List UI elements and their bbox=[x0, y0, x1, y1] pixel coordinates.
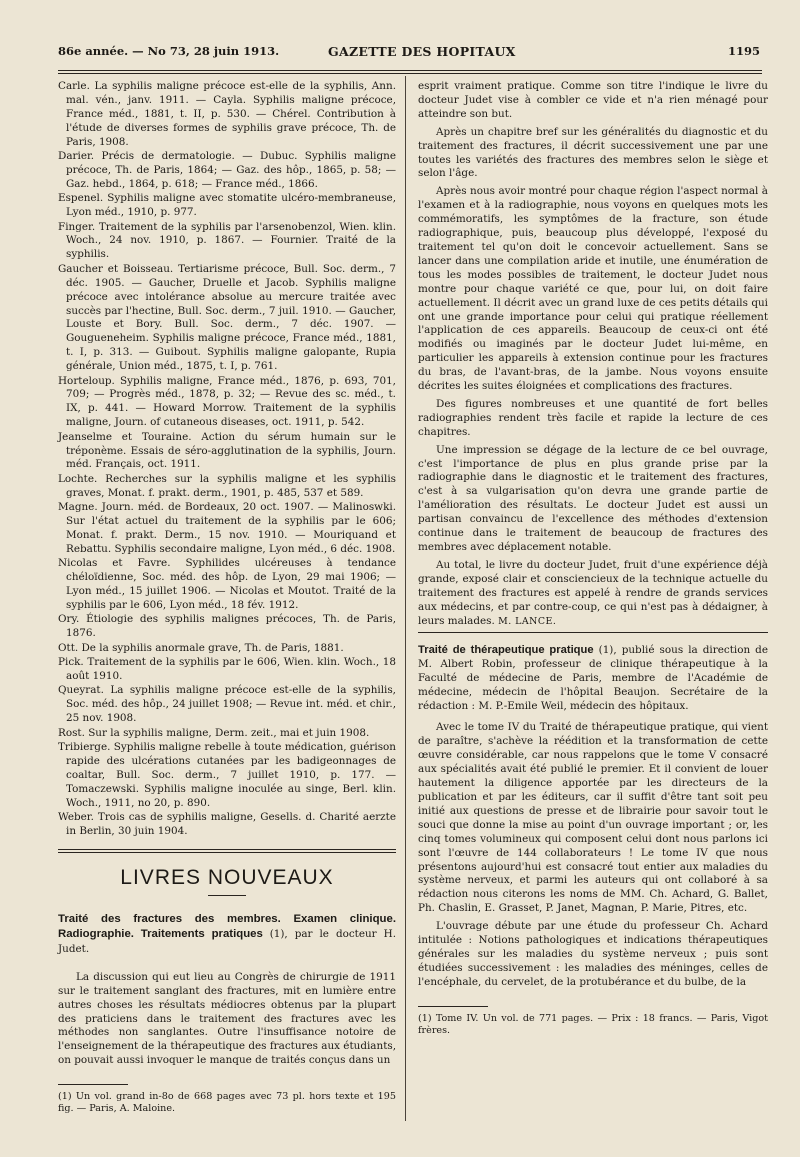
book-review-title bbox=[58, 912, 396, 957]
reference-entry: Weber. Trois cas de syphilis maligne, Gesells. d. Charité aerzte in Berlin, 30 juin 1904. bbox=[58, 811, 396, 838]
review-paragraph: Après nous avoir montré pour chaque région l'aspect normal à l'examen et à la radiographie, nous voyons en quelques mots les commémoratifs, les symptômes de la fracture, son étude radiographique, puis, beaucoup plus développé, l'exposé du traitement tel qu'on doit le concevoir actuellement. Sans se lancer dans une compilation aride et inutile, une énumération de tous les modes possibles de traitement, le docteur Judet nous montre pour chaque variété ce que, pour lui, on doit faire actuellement. Il décrit avec un grand luxe de ces petits détails qui ont une grande importance pour celui qui pratique réellement l'application de ces appareils. Beaucoup de ceux-ci ont été modifiés ou imaginés par le docteur Judet lui-même, en particulier les appareils à extension continue pour les fractures du bras, de l'avant-bras, de la jambe. Nous voyons ensuite décrites les suites éloignées et complications des fractures. bbox=[418, 185, 768, 393]
review-paragraph bbox=[418, 559, 768, 629]
header-rule bbox=[58, 70, 762, 74]
footnote-rule bbox=[418, 1006, 488, 1007]
review-paragraph: Avec le tome IV du Traité de thérapeutique pratique, qui vient de paraître, s'achève la réédition et la transformation de cette œuvre considérable, car nous rappelons que le tome V consacré aux spécialités avait été publié le premier. Et il convient de louer hautement la diligence apportée par les directeurs de la publication et par les éditeurs, car il suffit d'être tant soit peu initié aux questions de presse et de librairie pour savoir tout le souci que donne la mise au point d'un ouvrage important ; or, les cinq tomes volumineux qui composent celui dont nous parlons ici sont l'œuvre de 144 collaborateurs ! Le tome IV que nous présentons aujourd'hui est consacré tout entier aux maladies du système nerveux, et parmi les auteurs qui ont collaboré à sa rédaction nous citerons les noms de MM. Ch. Achard, G. Ballet, Ph. Chaslin, E. Grasset, P. Janet, Magnan, P. Marie, Pitres, etc. bbox=[418, 721, 768, 915]
reference-entry: Nicolas et Favre. Syphilides ulcéreuses à tendance chéloïdienne, Soc. méd. des hôp. de Lyon, 29 mai 1906; — Lyon méd., 15 juillet 1906. — Nicolas et Moutot. Traité de la syphilis par le 606, Lyon méd., 18 fév. 1912. bbox=[58, 557, 396, 612]
footnote: (1) Tome IV. Un vol. de 771 pages. — Prix : 18 francs. — Paris, Vigot frères. bbox=[418, 1012, 768, 1036]
book2-heading bbox=[418, 643, 768, 713]
review-paragraph-text: Au total, le livre du docteur Judet, fruit d'une expérience déjà grande, exposé clair et consciencieux de la technique actuelle du traitement des fractures est appelé à rendre de grands services aux médecins, et par contre-coup, ce qui n'est pas à dédaigner, à leurs malades. bbox=[418, 558, 768, 627]
journal-title: GAZETTE DES HOPITAUX bbox=[328, 44, 516, 59]
reference-entry: Gaucher et Boisseau. Tertiarisme précoce, Bull. Soc. derm., 7 déc. 1905. — Gaucher, Druelle et Jacob. Syphilis maligne précoce avec intolérance absolue au mercure traitée avec succès par l'hectine, Bull. Soc. derm., 7 juil. 1910. — Gaucher, Louste et Bory. Bull. Soc. derm., 7 déc. 1907. — Gougueneheim. Syphilis maligne précoce, France méd., 1881, t. I, p. 313. — Guibout. Syphilis maligne galopante, Rupia générale, Union méd., 1875, t. I, p. 761. bbox=[58, 262, 396, 373]
footnote-rule bbox=[58, 1084, 128, 1085]
book-title-text: Traité des fractures des membres. Examen clinique. Radiographie. Traitements pratiques bbox=[58, 912, 396, 940]
reference-entry: Rost. Sur la syphilis maligne, Derm. zeit., mai et juin 1908. bbox=[58, 726, 370, 739]
book2-title: Traité de thérapeutique pratique bbox=[418, 644, 594, 657]
reference-entry: Magne. Journ. méd. de Bordeaux, 20 oct. 1907. — Malinoswki. Sur l'état actuel du traitement de la syphilis par le 606; Monat. f. prakt. Derm., 15 nov. 1910. — Mouriquand et Rebattu. Syphilis secondaire maligne, Lyon méd., 6 déc. 1908. bbox=[58, 501, 396, 555]
issue-info: 86e année. — No 73, 28 juin 1913. bbox=[58, 44, 280, 58]
book-title-author: (1), par le docteur H. Judet. bbox=[58, 927, 396, 955]
reference-entry: Horteloup. Syphilis maligne, France méd., 1876, p. 693, 701, 709; — Progrès méd., 1878, p. 32; — Revue des sc. méd., t. IX, p. 441. — Howard Morrow. Traitement de la syphilis maligne, Journ. of cutaneous diseases, oct. 1911, p. 542. bbox=[58, 374, 396, 429]
review-paragraph: Après un chapitre bref sur les généralités du diagnostic et du traitement des fractures, il décrit successivement une par une toutes les variétés des fractures des membres selon le siège et selon l'âge. bbox=[418, 125, 768, 180]
reference-entry: Carle. La syphilis maligne précoce est-elle de la syphilis, Ann. mal. vén., janv. 1911. — Cayla. Syphilis maligne précoce, France méd., 1881, t. II, p. 530. — Chérel. Contribution à l'étude de diverses formes de syphilis grave précoce, Th. de Paris, 1908. bbox=[58, 80, 396, 148]
reference-entry: Jeanselme et Touraine. Action du sérum humain sur le tréponème. Essais de séro-agglutination de la syphilis, Journ. méd. Français, oct. 1911. bbox=[58, 430, 396, 471]
left-column bbox=[58, 80, 396, 1115]
page-number: 1195 bbox=[727, 44, 760, 58]
reference-entry: Lochte. Recherches sur la syphilis maligne et les syphilis graves, Monat. f. prakt. derm., 1901, p. 485, 537 et 589. bbox=[58, 472, 396, 499]
reference-entry: Ott. De la syphilis anormale grave, Th. de Paris, 1881. bbox=[58, 641, 344, 654]
reference-entry: Finger. Traitement de la syphilis par l'arsenobenzol, Wien. klin. Woch., 24 nov. 1910, p. 1867. — Fournier. Traité de la syphilis. bbox=[58, 220, 396, 261]
section-rule bbox=[58, 849, 396, 853]
footnote: (1) Un vol. grand in-8o de 668 pages avec 73 pl. hors texte et 195 fig. — Paris, A. Maloine. bbox=[58, 1091, 396, 1115]
review-paragraph: L'ouvrage débute par une étude du professeur Ch. Achard intitulée : Notions pathologiques et indications thérapeutiques générales sur les maladies du système nerveux ; puis sont étudiées successivement : les maladies des méninges, celles de l'encéphale, du cervelet, de la protubérance et du bulbe, de la bbox=[418, 920, 768, 988]
reference-entry: Tribierge. Syphilis maligne rebelle à toute médication, guérison rapide des ulcérations cutanées par les badigeonnages de coaltar, Bull. Soc. derm., 7 juillet 1910, p. 177. — Tomaczewski. Syphilis maligne inoculée au singe, Berl. klin. Woch., 1911, no 20, p. 890. bbox=[58, 741, 396, 809]
reference-entry: Darier. Précis de dermatologie. — Dubuc. Syphilis maligne précoce, Th. de Paris, 1864; — Gaz. des hôp., 1865, p. 58; — Gaz. hebd., 1864, p. 618; — France méd., 1866. bbox=[58, 150, 396, 190]
review-paragraph: Une impression se dégage de la lecture de ce bel ouvrage, c'est l'importance de plus en plus grande prise par la radiographie dans le diagnostic et le traitement des fractures, c'est à sa vulgarisation qu'on devra une grande partie de l'amélioration des résultats. Le docteur Judet est aussi un partisan convaincu de l'excellence des méthodes d'extension continue dans le traitement de beaucoup de fractures des membres avec déplacement notable. bbox=[418, 443, 768, 553]
review-paragraph: Des figures nombreuses et une quantité de fort belles radiographies rendent très facile et rapide la lecture de ces chapitres. bbox=[418, 397, 768, 438]
reference-entry: Ory. Étiologie des syphilis malignes précoces, Th. de Paris, 1876. bbox=[58, 613, 396, 640]
reference-entry: Queyrat. La syphilis maligne précoce est-elle de la syphilis, Soc. méd. des hôp., 24 juillet 1908; — Revue int. méd. et chir., 25 nov. 1908. bbox=[58, 684, 396, 725]
review-separator bbox=[418, 632, 768, 633]
review-paragraph: La discussion qui eut lieu au Congrès de chirurgie de 1911 sur le traitement sanglant des fractures, mit en lumière entre autres choses les résultats médiocres obtenus par la plupart des praticiens dans le traitement des fractures avec les méthodes non sanglantes. Outre l'insuffisance notoire de l'enseignement de la thérapeutique des fractures aux étudiants, on pouvait aussi invoquer le manque de traités conçus dans un bbox=[58, 970, 397, 1067]
reference-entry: Pick. Traitement de la syphilis par le 606, Wien. klin. Woch., 18 août 1910. bbox=[58, 656, 396, 683]
book2-details: (1), publié sous la direction de M. Albert Robin, professeur de clinique thérapeutique à la Faculté de médecine de Paris, membre de l'Académie de médecine, médecin de l'hôpital Beaujon. Secrétaire de la rédaction : M. P.-Emile Weil, médecin des hôpitaux. bbox=[418, 644, 768, 713]
page-header bbox=[58, 44, 760, 62]
reference-entry: Espenel. Syphilis maligne avec stomatite ulcéro-membraneuse, Lyon méd., 1910, p. 977. bbox=[58, 192, 396, 219]
bibliography bbox=[58, 80, 396, 839]
column-divider bbox=[405, 76, 406, 1121]
section-underline bbox=[208, 895, 246, 896]
review-signature: M. LANCE. bbox=[498, 615, 557, 627]
section-title: LIVRES NOUVEAUX bbox=[120, 865, 334, 889]
right-column bbox=[418, 80, 768, 1037]
review-paragraph: esprit vraiment pratique. Comme son titre l'indique le livre du docteur Judet vise à combler ce vide et n'a rien ménagé pour atteindre son but. bbox=[418, 80, 768, 120]
